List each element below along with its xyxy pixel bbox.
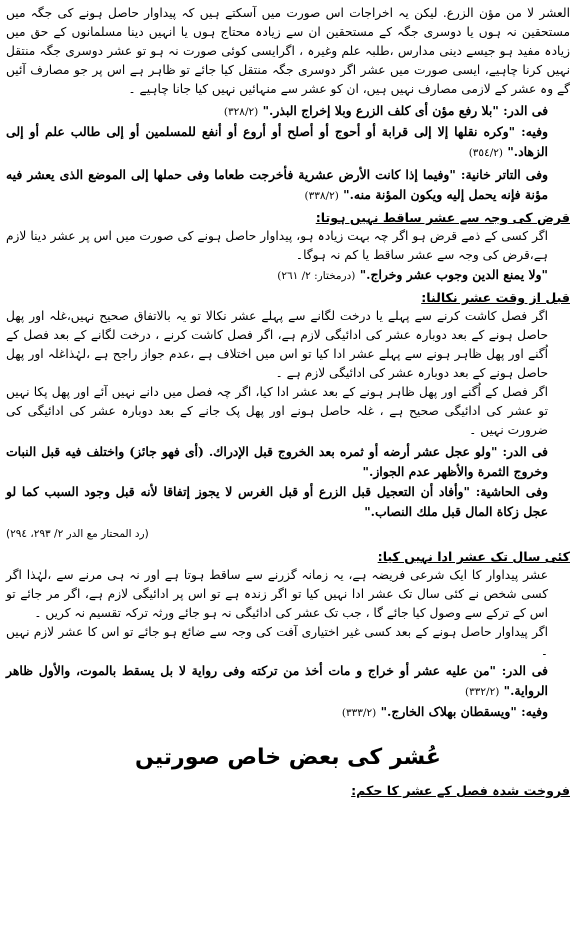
arabic-quote	[6, 661, 570, 702]
section-heading: قرض کی وجہ سے عشر ساقط نہیں ہوتا:	[315, 210, 570, 225]
quote-text: فی الدر: "بلا رفع مؤن أی كلف الزرع وبلا إخراج البذر."	[262, 103, 548, 118]
arabic-quote	[6, 101, 570, 122]
quote-text: وفیه: "وكره نقلها إلا إلی قرابة أو أحوج أو أصلح أو أروع أو أنفع للمسلمین أو إلی طالب علم أو إلی الزهاد."	[6, 124, 548, 159]
section-heading: فروخت شدہ فصل کے عشر کا حکم:	[351, 783, 570, 798]
citation: (٣٥٤/٢)	[468, 147, 504, 159]
citation: (٣٣٣/٢)	[341, 707, 377, 719]
arabic-quote	[6, 702, 570, 723]
arabic-quote: فی الدر: "ولو عجل عشر أرضه أو ثمره بعد الخروج قبل الإدراك. (أی فهو جائز) واختلف فیه قبل النبات وخروج الثمرة والأظهر عدم الجواز."	[6, 444, 548, 479]
citation: (٣٢٨/٢)	[223, 106, 259, 118]
section-heading: کئی سال تک عشر ادا نہیں کیا:	[377, 549, 570, 564]
body-paragraph: عشر پیداوار کا ایک شرعی فریضہ ہے، یہ زمانہ گزرنے سے ساقط ہوتا ہے اور نہ ہی مرنے سے ،لہٰذا اگر کسی شخص نے کئی سال تک عشر ادا نہیں کیا تو اگر زندہ ہے تو اس پر ادائیگی لازم ہے، اگر مر جائے تو اس کے ترکے سے وصول کیا جائے گا ، جب تک عشر کی ادائیگی نہ ہو جائے ورثہ ترکہ تقسیم نہ کریں ۔	[6, 568, 548, 620]
citation: (رد المحتار مع الدر ٢/ ٢٩٣، ٢٩٤)	[6, 528, 149, 540]
body-paragraph: اگر کسی کے ذمے قرض ہو اگر چہ بہت زیادہ ہو، پیداوار حاصل ہونے کی صورت میں اس پر عشر دینا لازم ہے،قرض کی وجہ سے عشر ساقط یا کم نہ ہوگا۔	[6, 229, 548, 262]
body-paragraph: اگر پیداوار حاصل ہونے کے بعد کسی غیر اختیاری آفت کی وجہ سے ضائع ہو جائے تو اس کا عشر لازم نہیں ۔	[6, 625, 548, 658]
arabic-quote	[6, 265, 570, 286]
citation: (درمختار: ٢/ ٢٦١)	[277, 270, 356, 282]
arabic-quote	[6, 165, 570, 206]
quote-text: وفیه: "ویسقطان بهلاک الخارج."	[380, 704, 548, 719]
arabic-quote: وفی الحاشیة: "وأفاد أن التعجیل قبل الزرع أو قبل الغرس لا یجوز إتفاقا لأنه قبل وجود السبب كما لو عجل زكاة المال قبل ملك النصاب."	[6, 484, 548, 519]
section-heading: قبل از وقت عشر نکالنا:	[421, 290, 570, 305]
chapter-title: عُشر کی بعض خاص صورتیں	[135, 745, 441, 770]
quote-text: فی الدر: "من علیه عشر أو خراج و مات أخذ من تركته وفی روایة لا بل یسقط بالموت، والأول ظاهر الروایة."	[6, 663, 548, 698]
citation: (٣٣٢/٢)	[465, 686, 500, 698]
body-paragraph: العشر لا من مؤن الزرع. لیکن یہ اخراجات اس صورت میں آسکتے ہیں کہ پیداوار حاصل ہونے کی جگہ میں مستحقین نہ ہوں یا دوسری جگہ کے مستحقین ان سے زیادہ محتاج ہوں یا انہیں دینا مسلمانوں کے حق میں زیادہ مفید ہو جیسے دینی مدارس ،طلبہ علم وغیرہ ، اگرایسی کوئی صورت نہ ہو تو عشر دوسری جگہ منتقل نہیں کرنا چاہیے، ایسی صورت میں عشر اگر دوسری جگہ منتقل کیا جائے تو ظاہر ہے اس پر جو مصارف آئیں گے وہ عشر کے لازمی مصارف نہیں ہیں، ان کو عشر سے منہائیں نہیں کیا جانا چاہیے ۔	[6, 6, 570, 96]
body-paragraph: اگر فصل کے اُگنے اور پھل ظاہر ہونے کے بعد عشر ادا کیا، اگر چہ فصل میں دانے نہیں آئے اور پھل پکا نہیں تو عشر کی ادائیگی صحیح ہے ، غلہ حاصل ہونے اور پھل پک جانے کے بعد دوبارہ عشر کی ادائیگی کی ضرورت نہیں ۔	[6, 385, 548, 437]
quote-text: وفی التاتر خانیة: "وفیما إذا كانت الأرض عشریة فأخرجت طعاما وفی حملها إلی الموضع الذی یعشر فیه مؤنة فإنه یحمل إلیه ویكون المؤنة منه."	[6, 167, 548, 202]
citation-line	[6, 522, 570, 541]
body-paragraph: اگر فصل کاشت کرنے سے پہلے یا درخت لگانے سے پہلے عشر نکالا تو یہ بالاتفاق صحیح نہیں،غلہ اور پھل حاصل ہونے کے بعد دوبارہ عشر کی ادائیگی لازم ہے، اگر فصل کاشت کرنے ، درخت لگانے کے بعد فصل کے اُگنے اور پھل ظاہر ہونے سے پہلے عشر ادا کیا تو اس میں اختلاف ہے ،عدم جواز راجح ہے ،لہٰذاغلہ اور پھل حاصل ہونے کے بعد دوبارہ عشر کی ادائیگی لازم ہے ۔	[6, 309, 548, 380]
citation: (٣٣٨/٢)	[304, 190, 339, 202]
quote-text: "ولا یمنع الدین وجوب عشر وخراج."	[359, 267, 548, 282]
arabic-quote	[6, 122, 570, 163]
